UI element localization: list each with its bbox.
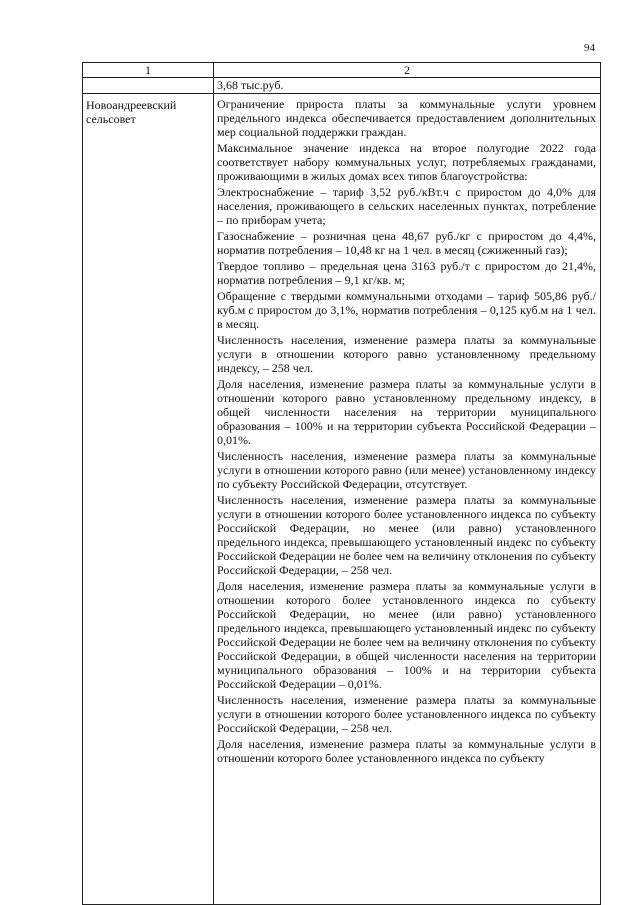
paragraph: Численность населения, изменение размера платы за коммунальные услуги в отношении которого равно установленному предельному индексу, – 258 чел.	[217, 333, 596, 375]
continuation-cell: 3,68 тыс.руб.	[214, 78, 601, 94]
paragraph: Твердое топливо – предельная цена 3163 руб./т с приростом до 21,4%, норматив потребления – 9,1 кг/кв. м;	[217, 259, 596, 287]
page-number: 94	[584, 42, 595, 54]
paragraph: Обращение с твердыми коммунальными отходами – тариф 505,86 руб./куб.м с приростом до 3,1%, норматив потребления – 0,125 куб.м на 1 чел. в месяц.	[217, 289, 596, 331]
paragraph: Газоснабжение – розничная цена 48,67 руб./кг с приростом до 4,4%, норматив потребления – 10,48 кг на 1 чел. в месяц (сжиженный газ);	[217, 229, 596, 257]
document-table	[82, 62, 601, 905]
paragraph: Максимальное значение индекса на второе полугодие 2022 года соответствует набору коммунальных услуг, потребляемых гражданами, проживающими в жилых домах всех типов благоустройства:	[217, 141, 596, 183]
paragraph: Численность населения, изменение размера платы за коммунальные услуги в отношении которого равно (или менее) установленному индексу по субъекту Российской Федерации, отсутствует.	[217, 449, 596, 491]
paragraph: Доля населения, изменение размера платы за коммунальные услуги в отношении которого более установленного индекса по субъекту	[217, 737, 596, 765]
paragraph: Ограничение прироста платы за коммунальные услуги уровнем предельного индекса обеспечивается предоставлением дополнительных мер социальной поддержки граждан.	[217, 97, 596, 139]
paragraph: Доля населения, изменение размера платы за коммунальные услуги в отношении которого равно установленному предельному индексу, в общей численности населения на территории муниципального образования – 100% и на территории субъекта Российской Федерации – 0,01%.	[217, 377, 596, 447]
paragraph: Электроснабжение – тариф 3,52 руб./кВт.ч с приростом до 4,0% для населения, проживающего в сельских населенных пунктах, потребление – по приборам учета;	[217, 185, 596, 227]
paragraph: Численность населения, изменение размера платы за коммунальные услуги в отношении которого более установленного индекса по субъекту Российской Федерации, – 258 чел.	[217, 693, 596, 735]
column-header-1: 1	[83, 63, 214, 78]
paragraph: Численность населения, изменение размера платы за коммунальные услуги в отношении которого более установленного индекса по субъекту Российской Федерации, но менее (или равно) установленного предельного индекса, превышающего установленный индекс по субъекту Российской Федерации не более чем на величину отклонения по субъекту Российской Федерации, – 258 чел.	[217, 493, 596, 577]
column-header-2: 2	[214, 63, 601, 78]
table-header-row	[83, 63, 601, 78]
table-row	[83, 94, 601, 905]
continuation-row	[83, 78, 601, 94]
description-cell	[214, 94, 601, 905]
continuation-empty-cell	[83, 78, 214, 94]
paragraph: Доля населения, изменение размера платы за коммунальные услуги в отношении которого более установленного индекса по субъекту Российской Федерации, но менее (или равно) установленного предельного индекса, превышающего установленный индекс по субъекту Российской Федерации не более чем на величину отклонения по субъекту Российской Федерации, в общей численности населения на территории муниципального образования – 100% и на территории субъекта Российской Федерации – 0,01%.	[217, 579, 596, 691]
municipality-cell: Новоандреевский сельсовет	[83, 94, 214, 905]
